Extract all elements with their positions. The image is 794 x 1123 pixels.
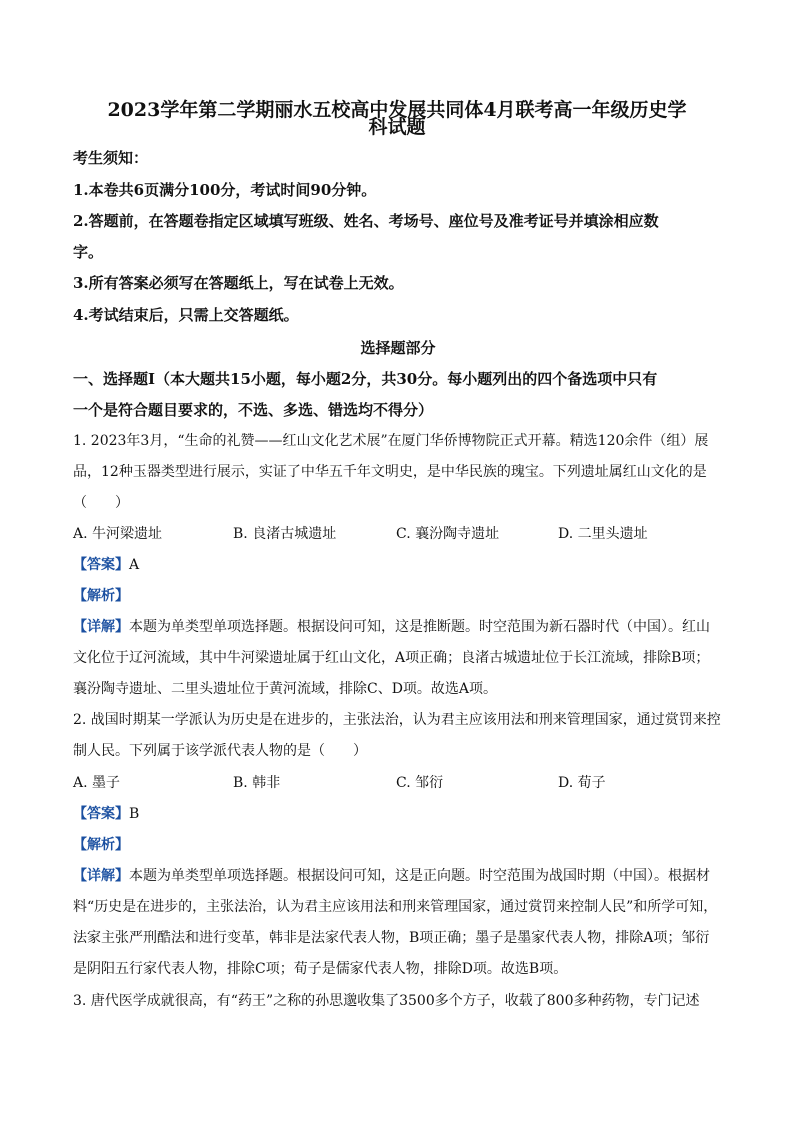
document-title-line-1: 2023学年第二学期丽水五校高中发展共同体4月联考高一年级历史学 bbox=[107, 99, 687, 121]
question-2-detail-line-2: 料“历史是在进步的，主张法治，认为君主应该用法和刑来管理国家，通过赏罚来控制人民”和所学可知， bbox=[73, 899, 718, 915]
question-1-detail-line-2: 文化位于辽河流域，其中牛河梁遗址属于红山文化，A项正确；良渚古城遗址位于长江流域，排除B项； bbox=[73, 650, 710, 666]
notice-item-2: 2.答题前，在答题卷指定区域填写班级、姓名、考场号、座位号及准考证号并填涂相应数 bbox=[73, 212, 659, 230]
notice-item-3: 3.所有答案必须写在答题纸上，写在试卷上无效。 bbox=[73, 274, 404, 292]
analysis-tag: 【解析】 bbox=[73, 837, 129, 853]
question-1-option-d: D. 二里头遗址 bbox=[558, 526, 648, 542]
question-2-option-b: B. 韩非 bbox=[233, 775, 281, 791]
question-2-stem-line-1: 2. 战国时期某一学派认为历史是在进步的，主张法治，认为君主应该用法和刑来管理国家，通过赏罚来控 bbox=[73, 712, 721, 728]
question-1-stem-line-1: 1. 2023年3月，“生命的礼赞——红山文化艺术展”在厦门华侨博物院正式开幕。精选120余件（组）展 bbox=[73, 433, 709, 449]
notice-heading: 考生须知： bbox=[73, 149, 149, 167]
document-title-line-2: 科试题 bbox=[368, 116, 426, 138]
question-2-option-c: C. 邹衍 bbox=[396, 775, 444, 791]
answer-value: B bbox=[129, 806, 140, 822]
detail-tag: 【详解】 bbox=[73, 868, 129, 884]
section-heading: 选择题部分 bbox=[360, 339, 436, 357]
question-1-answer bbox=[73, 555, 723, 575]
question-2-detail-line-4: 是阴阳五行家代表人物，排除C项；荀子是儒家代表人物，排除D项。故选B项。 bbox=[73, 961, 568, 977]
section-intro-line-1: 一、选择题Ⅰ（本大题共15小题，每小题2分，共30分。每小题列出的四个备选项中只有 bbox=[73, 370, 658, 388]
section-intro-line-2: 一个是符合题目要求的，不选、多选、错选均不得分） bbox=[73, 401, 434, 419]
answer-tag: 【答案】 bbox=[73, 806, 129, 822]
analysis-tag: 【解析】 bbox=[73, 588, 129, 604]
question-2-analysis bbox=[73, 835, 723, 855]
question-1-stem-line-3: （ ） bbox=[73, 495, 129, 511]
question-2-detail-line-1 bbox=[73, 866, 723, 886]
question-1-analysis bbox=[73, 586, 723, 606]
question-2-detail-line-3: 法家主张严刑酷法和进行变革，韩非是法家代表人物，B项正确；墨子是墨家代表人物，排除A项；邹衍 bbox=[73, 930, 710, 946]
question-2-stem-line-2: 制人民。下列属于该学派代表人物的是（ ） bbox=[73, 743, 367, 759]
answer-value: A bbox=[129, 557, 140, 573]
question-2-option-d: D. 荀子 bbox=[558, 775, 606, 791]
question-1-option-b: B. 良渚古城遗址 bbox=[233, 526, 337, 542]
detail-text: 本题为单类型单项选择题。根据设问可知，这是正向题。时空范围为战国时期（中国）。根据材 bbox=[129, 868, 710, 884]
notice-item-2-cont: 字。 bbox=[73, 243, 104, 261]
question-1-option-c: C. 襄汾陶寺遗址 bbox=[396, 526, 500, 542]
question-1-detail-line-1 bbox=[73, 617, 723, 637]
detail-tag: 【详解】 bbox=[73, 619, 129, 635]
question-1-detail-line-3: 襄汾陶寺遗址、二里头遗址位于黄河流域，排除C、D项。故选A项。 bbox=[73, 681, 498, 697]
question-2-option-a: A. 墨子 bbox=[73, 775, 121, 791]
answer-tag: 【答案】 bbox=[73, 557, 129, 573]
notice-item-1: 1.本卷共6页满分100分，考试时间90分钟。 bbox=[73, 181, 377, 199]
question-2-answer bbox=[73, 804, 723, 824]
question-3-stem-line-1: 3. 唐代医学成就很高，有“药王”之称的孙思邈收集了3500多个方子，收载了800多种药物，专门记述 bbox=[73, 993, 700, 1009]
detail-text: 本题为单类型单项选择题。根据设问可知，这是推断题。时空范围为新石器时代（中国）。红山 bbox=[129, 619, 710, 635]
question-1-stem-line-2: 品，12种玉器类型进行展示，实证了中华五千年文明史，是中华民族的瑰宝。下列遗址属红山文化的是 bbox=[73, 464, 707, 480]
question-1-option-a: A. 牛河梁遗址 bbox=[73, 526, 163, 542]
notice-item-4: 4.考试结束后，只需上交答题纸。 bbox=[73, 306, 299, 324]
